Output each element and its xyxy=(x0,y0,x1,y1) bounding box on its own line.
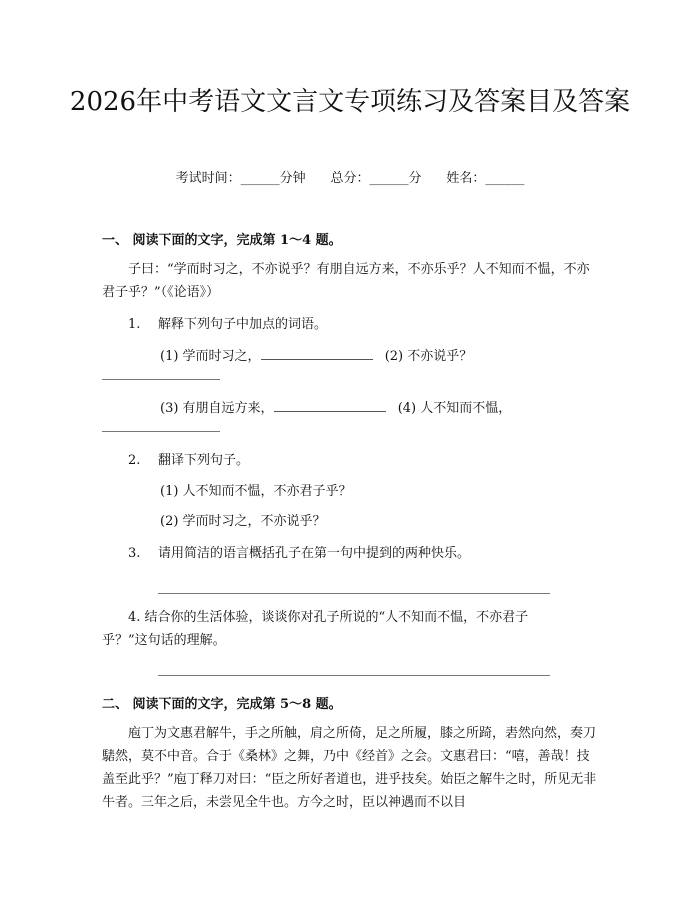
question-1-row-1 xyxy=(160,346,472,366)
question-3-number: 3. xyxy=(128,546,141,561)
question-1-row-2 xyxy=(160,398,511,418)
question-4: 4. 结合你的生活体验，谈谈你对孔子所说的“人不知而不愠，不亦君子乎？”这句话的理解。 xyxy=(102,610,529,648)
question-3 xyxy=(128,545,470,563)
section-1-passage: 子曰：“学而时习之，不亦说乎？有朋自远方来，不亦乐乎？人不知而不愠，不亦君子乎？”（《论语》） xyxy=(102,262,590,300)
time-blank: ______ xyxy=(240,171,280,186)
score-blank: ______ xyxy=(369,171,409,186)
question-1 xyxy=(128,316,327,334)
question-2-number: 2. xyxy=(128,453,141,468)
q1-item-2-blank[interactable] xyxy=(102,379,220,380)
q1-item-1-blank[interactable] xyxy=(261,346,373,360)
q1-item-2-label: (2) 不亦说乎？ xyxy=(384,349,473,364)
question-4-answer-line[interactable] xyxy=(158,675,550,676)
question-3-answer-line[interactable] xyxy=(158,593,550,594)
exam-info-line xyxy=(0,170,700,188)
q1-item-4-blank[interactable] xyxy=(102,431,220,432)
q2-item-1: (1) 人不知而不愠，不亦君子乎？ xyxy=(160,484,352,499)
name-label: 姓名： xyxy=(446,171,486,186)
time-label: 考试时间： xyxy=(175,171,241,186)
name-blank: ______ xyxy=(485,171,525,186)
section-1-heading: 一、 阅读下面的文字，完成第 1～4 题。 xyxy=(102,233,342,248)
question-2-text: 翻译下列句子。 xyxy=(158,453,250,468)
q1-item-4-label: (4) 人不知而不愠， xyxy=(397,401,512,416)
q1-item-3-blank[interactable] xyxy=(274,398,386,412)
section-2-passage: 庖丁为文惠君解牛，手之所触，肩之所倚，足之所履，膝之所踦，砉然向然，奏刀騞然，莫不中音。合于《桑林》之舞，乃中《经首》之会。文惠君曰：“嘻，善哉！技盖至此乎？”庖丁释刀对曰：“臣之所好者道也，进乎技矣。始臣之解牛之时，所见无非牛者。三年之后，未尝见全牛也。方今之时，臣以神遇而不以目 xyxy=(102,726,597,810)
question-3-text: 请用简洁的语言概括孔子在第一句中提到的两种快乐。 xyxy=(158,546,471,561)
q1-item-3-label: (3) 有朋自远方来， xyxy=(160,401,274,416)
score-unit: 分 xyxy=(408,171,422,186)
q2-item-2: (2) 学而时习之，不亦说乎？ xyxy=(160,514,326,529)
question-1-text: 解释下列句子中加点的词语。 xyxy=(158,317,328,332)
q1-item-1-label: (1) 学而时习之， xyxy=(160,349,261,364)
question-2 xyxy=(128,452,249,470)
score-label: 总分： xyxy=(330,171,370,186)
page-title: 2026年中考语文文言文专项练习及答案目及答案 xyxy=(69,87,631,117)
time-unit: 分钟 xyxy=(279,171,306,186)
question-1-number: 1. xyxy=(128,317,141,332)
section-2-heading: 二、 阅读下面的文字，完成第 5～8 题。 xyxy=(102,697,342,712)
